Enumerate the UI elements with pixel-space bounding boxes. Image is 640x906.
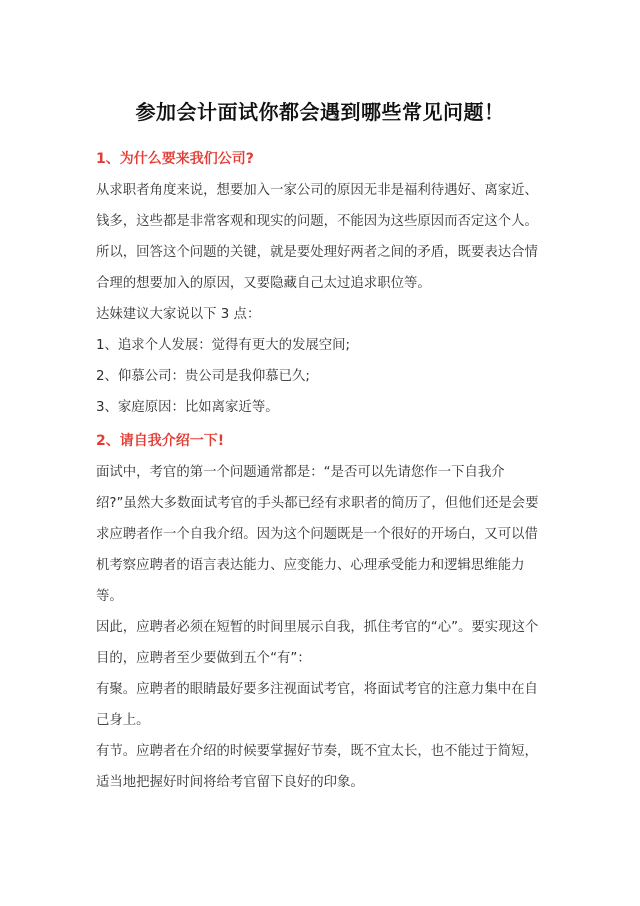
- list-item: 1、追求个人发展：觉得有更大的发展空间;: [96, 338, 351, 353]
- section-1: [96, 145, 544, 423]
- section-heading: 2、请自我介绍一下!: [96, 433, 225, 449]
- paragraph: 从求职者角度来说，想要加入一家公司的原因无非是福利待遇好、离家近、钱多，这些都是非常客观和现实的问题，不能因为这些原因而否定这个人。: [96, 183, 538, 229]
- section-heading: 1、为什么要来我们公司?: [96, 151, 254, 167]
- document-title: 参加会计面试你都会遇到哪些常见问题！: [135, 100, 505, 124]
- list-item: 2、仰慕公司：贵公司是我仰慕已久;: [96, 369, 310, 384]
- section-2: [96, 427, 544, 798]
- paragraph: 所以，回答这个问题的关键，就是要处理好两者之间的矛盾，既要表达合情合理的想要加入的原因，又要隐藏自己太过追求职位等。: [96, 245, 538, 291]
- paragraph: 面试中，考官的第一个问题通常都是：“是否可以先请您作一下自我介绍?”虽然大多数面试考官的手头都已经有求职者的简历了，但他们还是会要求应聘者作一个自我介绍。因为这个问题既是一个很好的开场白，又可以借机考察应聘者的语言表达能力、应变能力、心理承受能力和逻辑思维能力等。: [96, 465, 539, 604]
- list-item: 3、家庭原因：比如离家近等。: [96, 400, 279, 415]
- paragraph: 达妹建议大家说以下 3 点：: [96, 307, 261, 322]
- paragraph: 因此，应聘者必须在短暂的时间里展示自我，抓住考官的“心”。要实现这个目的，应聘者至少要做到五个“有”：: [96, 620, 539, 666]
- paragraph: 有聚。应聘者的眼睛最好要多注视面试考官，将面试考官的注意力集中在自己身上。: [96, 682, 538, 728]
- paragraph: 有节。应聘者在介绍的时候要掌握好节奏，既不宜太长，也不能过于简短，适当地把握好时间将给考官留下良好的印象。: [96, 744, 538, 790]
